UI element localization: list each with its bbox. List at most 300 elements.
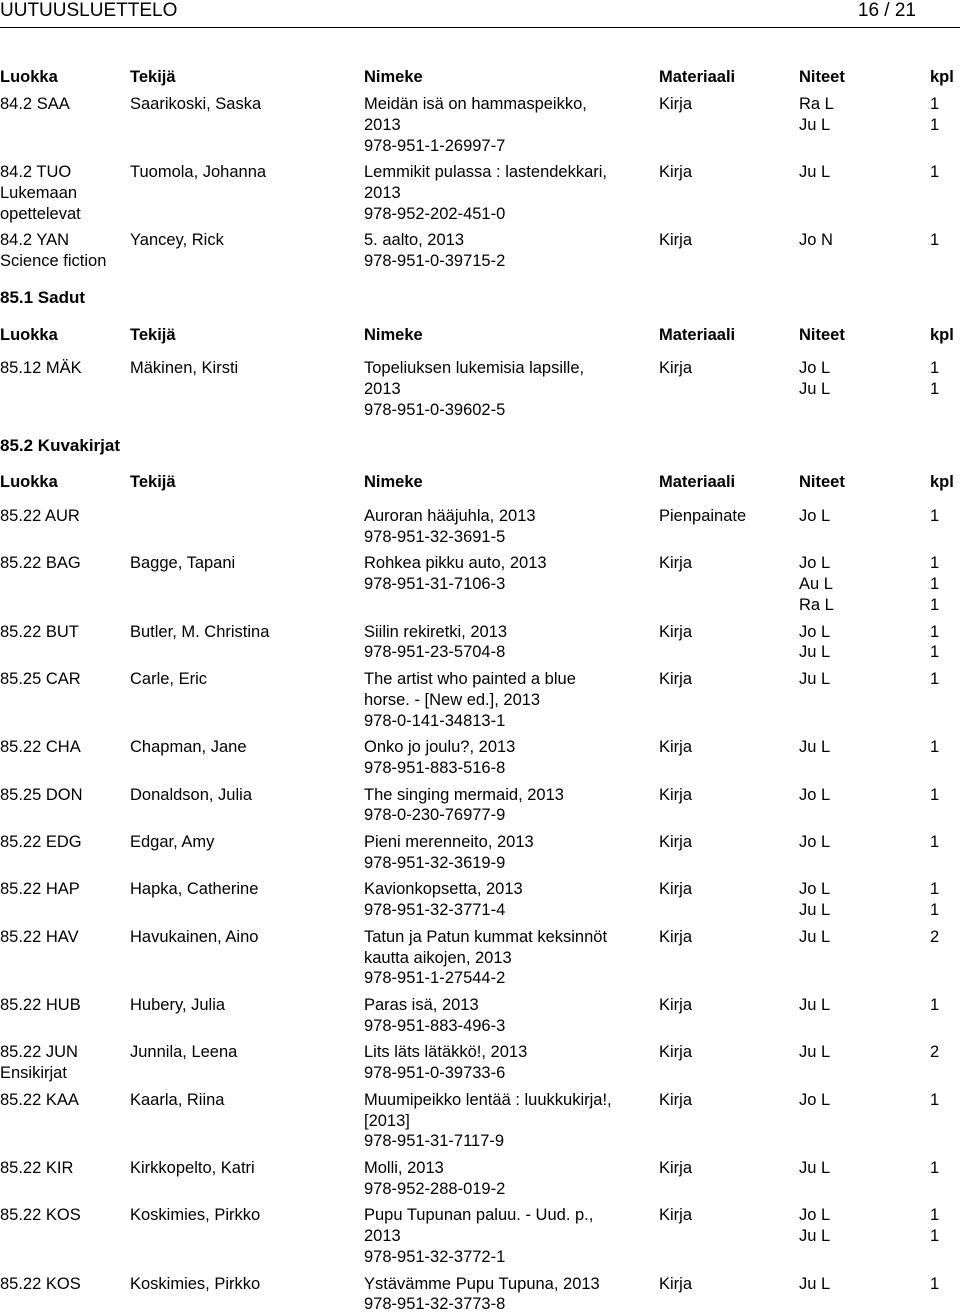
kpl-line: 1: [930, 115, 940, 134]
nimeke-line: 978-951-0-39733-6: [364, 1064, 506, 1083]
nimeke-line: 2013: [364, 183, 401, 202]
table-row: [0, 737, 960, 779]
cell-materiaali: [659, 506, 797, 527]
cell-tekija: [130, 832, 360, 853]
luokka-line: 85.12 MÄK: [0, 359, 82, 377]
cell-niteet: [799, 1158, 919, 1179]
niteet-line: Jo L: [799, 507, 831, 525]
kpl-line: 1: [930, 1090, 940, 1109]
cell-nimeke: [364, 1042, 654, 1084]
nimeke-line: 978-0-230-76977-9: [364, 806, 506, 825]
luokka-line: 85.22 BAG: [0, 554, 81, 573]
nimeke-line: 2013: [364, 1227, 401, 1246]
column-header-kpl: kpl: [930, 326, 954, 344]
table-row: [0, 1205, 960, 1267]
document-title: UUTUUSLUETTELO: [0, 0, 178, 21]
nimeke-line: 978-951-883-516-8: [364, 758, 506, 777]
cell-tekija: [130, 1274, 360, 1295]
nimeke-line: 2013: [364, 115, 401, 134]
cell-luokka: [0, 230, 128, 272]
cell-niteet: [799, 1274, 919, 1295]
tekija-value: Junnila, Leena: [130, 1043, 238, 1062]
table-row: [0, 230, 960, 272]
nimeke-line: 978-951-32-3619-9: [364, 853, 506, 872]
cell-tekija: [130, 785, 360, 806]
cell-materiaali: [659, 995, 797, 1016]
kpl-line: 1: [930, 622, 940, 641]
niteet-line: Ra L: [799, 595, 834, 614]
kpl-line: 1: [930, 231, 940, 250]
cell-tekija: [130, 995, 360, 1016]
cell-nimeke: [364, 1158, 654, 1200]
cell-materiaali: [659, 553, 797, 574]
materiaali-value: Kirja: [659, 996, 693, 1014]
cell-kpl: [930, 553, 960, 615]
kpl-line: 1: [930, 670, 940, 688]
materiaali-value: Kirja: [659, 1206, 693, 1225]
nimeke-line: 2013: [364, 379, 401, 398]
nimeke-line: kautta aikojen, 2013: [364, 948, 512, 967]
cell-tekija: [130, 1205, 360, 1226]
nimeke-line: 978-952-288-019-2: [364, 1179, 506, 1198]
cell-nimeke: [364, 737, 654, 779]
tekija-value: Mäkinen, Kirsti: [130, 359, 239, 377]
niteet-line: Jo L: [799, 622, 831, 641]
column-header-luokka: Luokka: [0, 68, 58, 86]
cell-niteet: [799, 506, 919, 527]
kpl-line: 1: [930, 738, 940, 757]
cell-kpl: [930, 1158, 960, 1179]
nimeke-line: Rohkea pikku auto, 2013: [364, 554, 547, 573]
luokka-line: 85.22 KOS: [0, 1206, 81, 1225]
column-header-niteet: Niteet: [799, 473, 845, 491]
table-row: [0, 1158, 960, 1200]
cell-tekija: [130, 1042, 360, 1063]
nimeke-line: 978-951-31-7106-3: [364, 575, 506, 594]
niteet-line: Jo L: [799, 833, 831, 851]
cell-tekija: [130, 737, 360, 758]
column-header-niteet: Niteet: [799, 326, 845, 344]
column-header-materiaali: Materiaali: [659, 473, 736, 491]
niteet-line: Ju L: [799, 1159, 831, 1177]
column-header-tekija: Tekijä: [130, 473, 176, 491]
cell-luokka: [0, 94, 128, 115]
materiaali-value: Kirja: [659, 622, 693, 641]
cell-kpl: [930, 669, 960, 690]
tekija-value: Havukainen, Aino: [130, 927, 259, 946]
luokka-line: 85.22 BUT: [0, 622, 79, 641]
table-row: [0, 832, 960, 874]
cell-materiaali: [659, 622, 797, 643]
niteet-line: Ju L: [799, 901, 831, 920]
column-header-kpl: kpl: [930, 473, 954, 491]
materiaali-value: Kirja: [659, 1159, 693, 1177]
cell-niteet: [799, 785, 919, 806]
niteet-line: Ju L: [799, 643, 831, 662]
cell-kpl: [930, 785, 960, 806]
materiaali-value: Kirja: [659, 1090, 693, 1109]
cell-materiaali: [659, 1158, 797, 1179]
cell-tekija: [130, 927, 360, 948]
cell-tekija: [130, 230, 360, 251]
cell-niteet: [799, 737, 919, 758]
kpl-line: 1: [930, 833, 940, 851]
luokka-line: 85.22 JUN: [0, 1043, 78, 1062]
cell-nimeke: [364, 832, 654, 874]
tekija-value: Hubery, Julia: [130, 996, 226, 1014]
cell-nimeke: [364, 94, 654, 156]
cell-luokka: [0, 1042, 128, 1084]
nimeke-line: Pupu Tupunan paluu. - Uud. p.,: [364, 1206, 594, 1225]
cell-nimeke: [364, 622, 654, 664]
cell-tekija: [130, 94, 360, 115]
cell-nimeke: [364, 785, 654, 827]
table-row: [0, 553, 960, 615]
tekija-value: Kirkkopelto, Katri: [130, 1159, 255, 1177]
kpl-line: 1: [930, 1274, 940, 1293]
table-row: [0, 506, 960, 548]
cell-niteet: [799, 1090, 919, 1111]
luokka-line: 85.22 KIR: [0, 1159, 74, 1177]
cell-kpl: [930, 358, 960, 400]
nimeke-line: 978-951-32-3772-1: [364, 1247, 506, 1266]
cell-luokka: [0, 622, 128, 643]
nimeke-line: 978-951-883-496-3: [364, 1016, 506, 1035]
header-divider: [0, 27, 960, 28]
cell-kpl: [930, 230, 960, 251]
nimeke-line: 978-951-0-39715-2: [364, 252, 506, 271]
kpl-line: 1: [930, 1159, 940, 1177]
nimeke-line: 978-951-23-5704-8: [364, 643, 506, 662]
table-row: [0, 669, 960, 731]
cell-nimeke: [364, 1274, 654, 1315]
nimeke-line: Molli, 2013: [364, 1159, 444, 1177]
materiaali-value: Kirja: [659, 231, 693, 250]
cell-niteet: [799, 879, 919, 921]
cell-luokka: [0, 506, 128, 527]
tekija-value: Donaldson, Julia: [130, 785, 252, 804]
table-row: [0, 358, 960, 420]
nimeke-line: 978-951-1-26997-7: [364, 136, 506, 155]
cell-luokka: [0, 832, 128, 853]
cell-luokka: [0, 162, 128, 224]
column-header-nimeke: Nimeke: [364, 473, 423, 491]
nimeke-line: 978-951-0-39602-5: [364, 400, 506, 419]
kpl-line: 1: [930, 95, 940, 113]
cell-luokka: [0, 358, 128, 379]
nimeke-line: Muumipeikko lentää : luukkukirja!,: [364, 1090, 612, 1109]
niteet-line: Ju L: [799, 1227, 831, 1246]
cell-nimeke: [364, 669, 654, 731]
niteet-line: Ju L: [799, 163, 831, 182]
luokka-line: 85.25 CAR: [0, 670, 81, 688]
nimeke-line: [2013]: [364, 1111, 410, 1130]
cell-luokka: [0, 669, 128, 690]
luokka-line: 85.22 EDG: [0, 833, 82, 851]
column-header-luokka: Luokka: [0, 473, 58, 491]
cell-niteet: [799, 832, 919, 853]
cell-niteet: [799, 622, 919, 664]
materiaali-value: Kirja: [659, 880, 693, 899]
luokka-line: 85.22 HAV: [0, 927, 79, 946]
cell-niteet: [799, 358, 919, 400]
table-row: [0, 1090, 960, 1152]
cell-nimeke: [364, 995, 654, 1037]
cell-nimeke: [364, 1205, 654, 1267]
cell-luokka: [0, 1090, 128, 1111]
tekija-value: Yancey, Rick: [130, 231, 224, 250]
niteet-line: Ju L: [799, 738, 831, 757]
niteet-line: Jo N: [799, 231, 833, 250]
nimeke-line: 978-0-141-34813-1: [364, 711, 506, 730]
nimeke-line: horse. - [New ed.], 2013: [364, 690, 541, 709]
cell-luokka: [0, 737, 128, 758]
cell-tekija: [130, 162, 360, 183]
tekija-value: Butler, M. Christina: [130, 622, 270, 641]
column-header-tekija: Tekijä: [130, 68, 176, 86]
luokka-line: 85.22 KAA: [0, 1090, 79, 1109]
materiaali-value: Kirja: [659, 738, 693, 757]
cell-materiaali: [659, 1274, 797, 1295]
column-header-kpl: kpl: [930, 68, 954, 86]
table-row: [0, 162, 960, 224]
nimeke-line: The artist who painted a blue: [364, 670, 576, 688]
cell-nimeke: [364, 1090, 654, 1152]
cell-materiaali: [659, 162, 797, 183]
tekija-value: Tuomola, Johanna: [130, 163, 267, 182]
niteet-line: Jo L: [799, 785, 831, 804]
section-title: 85.2 Kuvakirjat: [0, 436, 121, 455]
table-row: [0, 1274, 960, 1315]
table-row: [0, 879, 960, 921]
kpl-line: 1: [930, 163, 940, 182]
niteet-line: Jo L: [799, 359, 831, 377]
luokka-line: Ensikirjat: [0, 1064, 67, 1083]
tekija-value: Hapka, Catherine: [130, 880, 259, 899]
table-row: [0, 995, 960, 1037]
cell-niteet: [799, 669, 919, 690]
tekija-value: Kaarla, Riina: [130, 1090, 225, 1109]
cell-nimeke: [364, 230, 654, 272]
luokka-line: opettelevat: [0, 204, 81, 223]
materiaali-value: Pienpainate: [659, 507, 747, 525]
cell-materiaali: [659, 832, 797, 853]
cell-materiaali: [659, 879, 797, 900]
cell-nimeke: [364, 927, 654, 989]
cell-tekija: [130, 669, 360, 690]
niteet-line: Ju L: [799, 1274, 831, 1293]
cell-luokka: [0, 785, 128, 806]
materiaali-value: Kirja: [659, 554, 693, 573]
cell-luokka: [0, 1205, 128, 1226]
kpl-line: 1: [930, 643, 940, 662]
nimeke-line: Topeliuksen lukemisia lapsille,: [364, 359, 585, 377]
luokka-line: 85.22 AUR: [0, 507, 80, 525]
nimeke-line: Kavionkopsetta, 2013: [364, 880, 523, 899]
cell-materiaali: [659, 230, 797, 251]
nimeke-line: 978-951-32-3773-8: [364, 1295, 506, 1314]
table-row: [0, 622, 960, 664]
kpl-line: 1: [930, 1206, 940, 1225]
column-header-niteet: Niteet: [799, 68, 845, 86]
tekija-value: Koskimies, Pirkko: [130, 1274, 261, 1293]
tekija-value: Edgar, Amy: [130, 833, 215, 851]
column-header-nimeke: Nimeke: [364, 68, 423, 86]
cell-niteet: [799, 1042, 919, 1063]
cell-nimeke: [364, 506, 654, 548]
cell-materiaali: [659, 927, 797, 948]
cell-kpl: [930, 506, 960, 527]
luokka-line: 85.22 KOS: [0, 1274, 81, 1293]
cell-kpl: [930, 1274, 960, 1295]
tekija-value: Saarikoski, Saska: [130, 95, 262, 113]
cell-tekija: [130, 622, 360, 643]
cell-kpl: [930, 1205, 960, 1247]
kpl-line: 1: [930, 554, 940, 573]
section-title: 85.1 Sadut: [0, 288, 86, 307]
cell-niteet: [799, 94, 919, 136]
cell-luokka: [0, 995, 128, 1016]
niteet-line: Ju L: [799, 115, 831, 134]
kpl-line: 1: [930, 575, 940, 594]
nimeke-line: 978-951-31-7117-9: [364, 1132, 505, 1151]
cell-tekija: [130, 358, 360, 379]
table-row: [0, 927, 960, 989]
cell-kpl: [930, 927, 960, 948]
tekija-value: Bagge, Tapani: [130, 554, 236, 573]
kpl-line: 2: [930, 927, 940, 946]
luokka-line: 85.22 HAP: [0, 880, 80, 899]
table-row: [0, 94, 960, 156]
cell-luokka: [0, 927, 128, 948]
tekija-value: Carle, Eric: [130, 670, 208, 688]
nimeke-line: 978-951-32-3771-4: [364, 901, 506, 920]
nimeke-line: Lemmikit pulassa : lastendekkari,: [364, 163, 608, 182]
kpl-line: 1: [930, 996, 940, 1014]
cell-luokka: [0, 1158, 128, 1179]
cell-niteet: [799, 995, 919, 1016]
column-header-nimeke: Nimeke: [364, 326, 423, 344]
table-header: [0, 325, 960, 346]
materiaali-value: Kirja: [659, 670, 693, 688]
nimeke-line: Siilin rekiretki, 2013: [364, 622, 508, 641]
cell-materiaali: [659, 1205, 797, 1226]
nimeke-line: 978-951-32-3691-5: [364, 527, 506, 546]
kpl-line: 2: [930, 1043, 940, 1062]
niteet-line: Jo L: [799, 554, 831, 573]
cell-kpl: [930, 1090, 960, 1111]
nimeke-line: The singing mermaid, 2013: [364, 785, 564, 804]
cell-nimeke: [364, 879, 654, 921]
cell-niteet: [799, 927, 919, 948]
cell-nimeke: [364, 162, 654, 224]
kpl-line: 1: [930, 507, 940, 525]
niteet-line: Jo L: [799, 1090, 831, 1109]
luokka-line: 84.2 YAN: [0, 231, 70, 250]
cell-niteet: [799, 162, 919, 183]
cell-kpl: [930, 995, 960, 1016]
niteet-line: Ju L: [799, 996, 831, 1014]
cell-materiaali: [659, 785, 797, 806]
nimeke-line: 978-952-202-451-0: [364, 204, 506, 223]
niteet-line: Ju L: [799, 1043, 831, 1062]
cell-kpl: [930, 737, 960, 758]
nimeke-line: Auroran hääjuhla, 2013: [364, 507, 536, 525]
kpl-line: 1: [930, 595, 940, 614]
luokka-line: 84.2 TUO: [0, 163, 72, 182]
nimeke-line: Ystävämme Pupu Tupuna, 2013: [364, 1274, 600, 1293]
cell-kpl: [930, 832, 960, 853]
niteet-line: Ju L: [799, 379, 831, 398]
nimeke-line: Pieni merenneito, 2013: [364, 833, 534, 851]
kpl-line: 1: [930, 359, 940, 377]
tekija-value: Koskimies, Pirkko: [130, 1206, 261, 1225]
table-row: [0, 785, 960, 827]
nimeke-line: Tatun ja Patun kummat keksinnöt: [364, 927, 608, 946]
column-header-materiaali: Materiaali: [659, 68, 736, 86]
nimeke-line: Paras isä, 2013: [364, 996, 479, 1014]
niteet-line: Jo L: [799, 880, 831, 899]
materiaali-value: Kirja: [659, 163, 693, 182]
page-header: [0, 0, 960, 24]
column-header-tekija: Tekijä: [130, 326, 176, 344]
cell-kpl: [930, 879, 960, 921]
cell-tekija: [130, 553, 360, 574]
cell-kpl: [930, 94, 960, 136]
cell-niteet: [799, 230, 919, 251]
nimeke-line: Meidän isä on hammaspeikko,: [364, 95, 587, 113]
luokka-line: 84.2 SAA: [0, 95, 70, 113]
luokka-line: Science fiction: [0, 252, 107, 271]
materiaali-value: Kirja: [659, 785, 693, 804]
kpl-line: 1: [930, 785, 940, 804]
cell-tekija: [130, 1158, 360, 1179]
niteet-line: Jo L: [799, 1206, 831, 1225]
kpl-line: 1: [930, 880, 940, 899]
cell-luokka: [0, 879, 128, 900]
cell-nimeke: [364, 553, 654, 595]
table-header: [0, 67, 960, 88]
materiaali-value: Kirja: [659, 359, 693, 377]
cell-niteet: [799, 553, 919, 615]
cell-kpl: [930, 622, 960, 664]
niteet-line: Ju L: [799, 670, 831, 688]
cell-kpl: [930, 162, 960, 183]
column-header-materiaali: Materiaali: [659, 326, 736, 344]
luokka-line: Lukemaan: [0, 183, 78, 202]
table-header: [0, 472, 960, 493]
cell-nimeke: [364, 358, 654, 420]
luokka-line: 85.22 HUB: [0, 996, 81, 1014]
kpl-line: 1: [930, 1227, 940, 1246]
page-number: 16 / 21: [857, 0, 916, 21]
cell-materiaali: [659, 1090, 797, 1111]
nimeke-line: Lits läts lätäkkö!, 2013: [364, 1043, 528, 1062]
kpl-line: 1: [930, 379, 940, 398]
cell-luokka: [0, 553, 128, 574]
cell-luokka: [0, 1274, 128, 1295]
materiaali-value: Kirja: [659, 1274, 693, 1293]
niteet-line: Ju L: [799, 927, 831, 946]
cell-tekija: [130, 1090, 360, 1111]
niteet-line: Ra L: [799, 95, 834, 113]
materiaali-value: Kirja: [659, 927, 693, 946]
cell-materiaali: [659, 358, 797, 379]
column-header-luokka: Luokka: [0, 326, 58, 344]
tekija-value: Chapman, Jane: [130, 738, 247, 757]
table-row: [0, 1042, 960, 1084]
luokka-line: 85.22 CHA: [0, 738, 81, 757]
